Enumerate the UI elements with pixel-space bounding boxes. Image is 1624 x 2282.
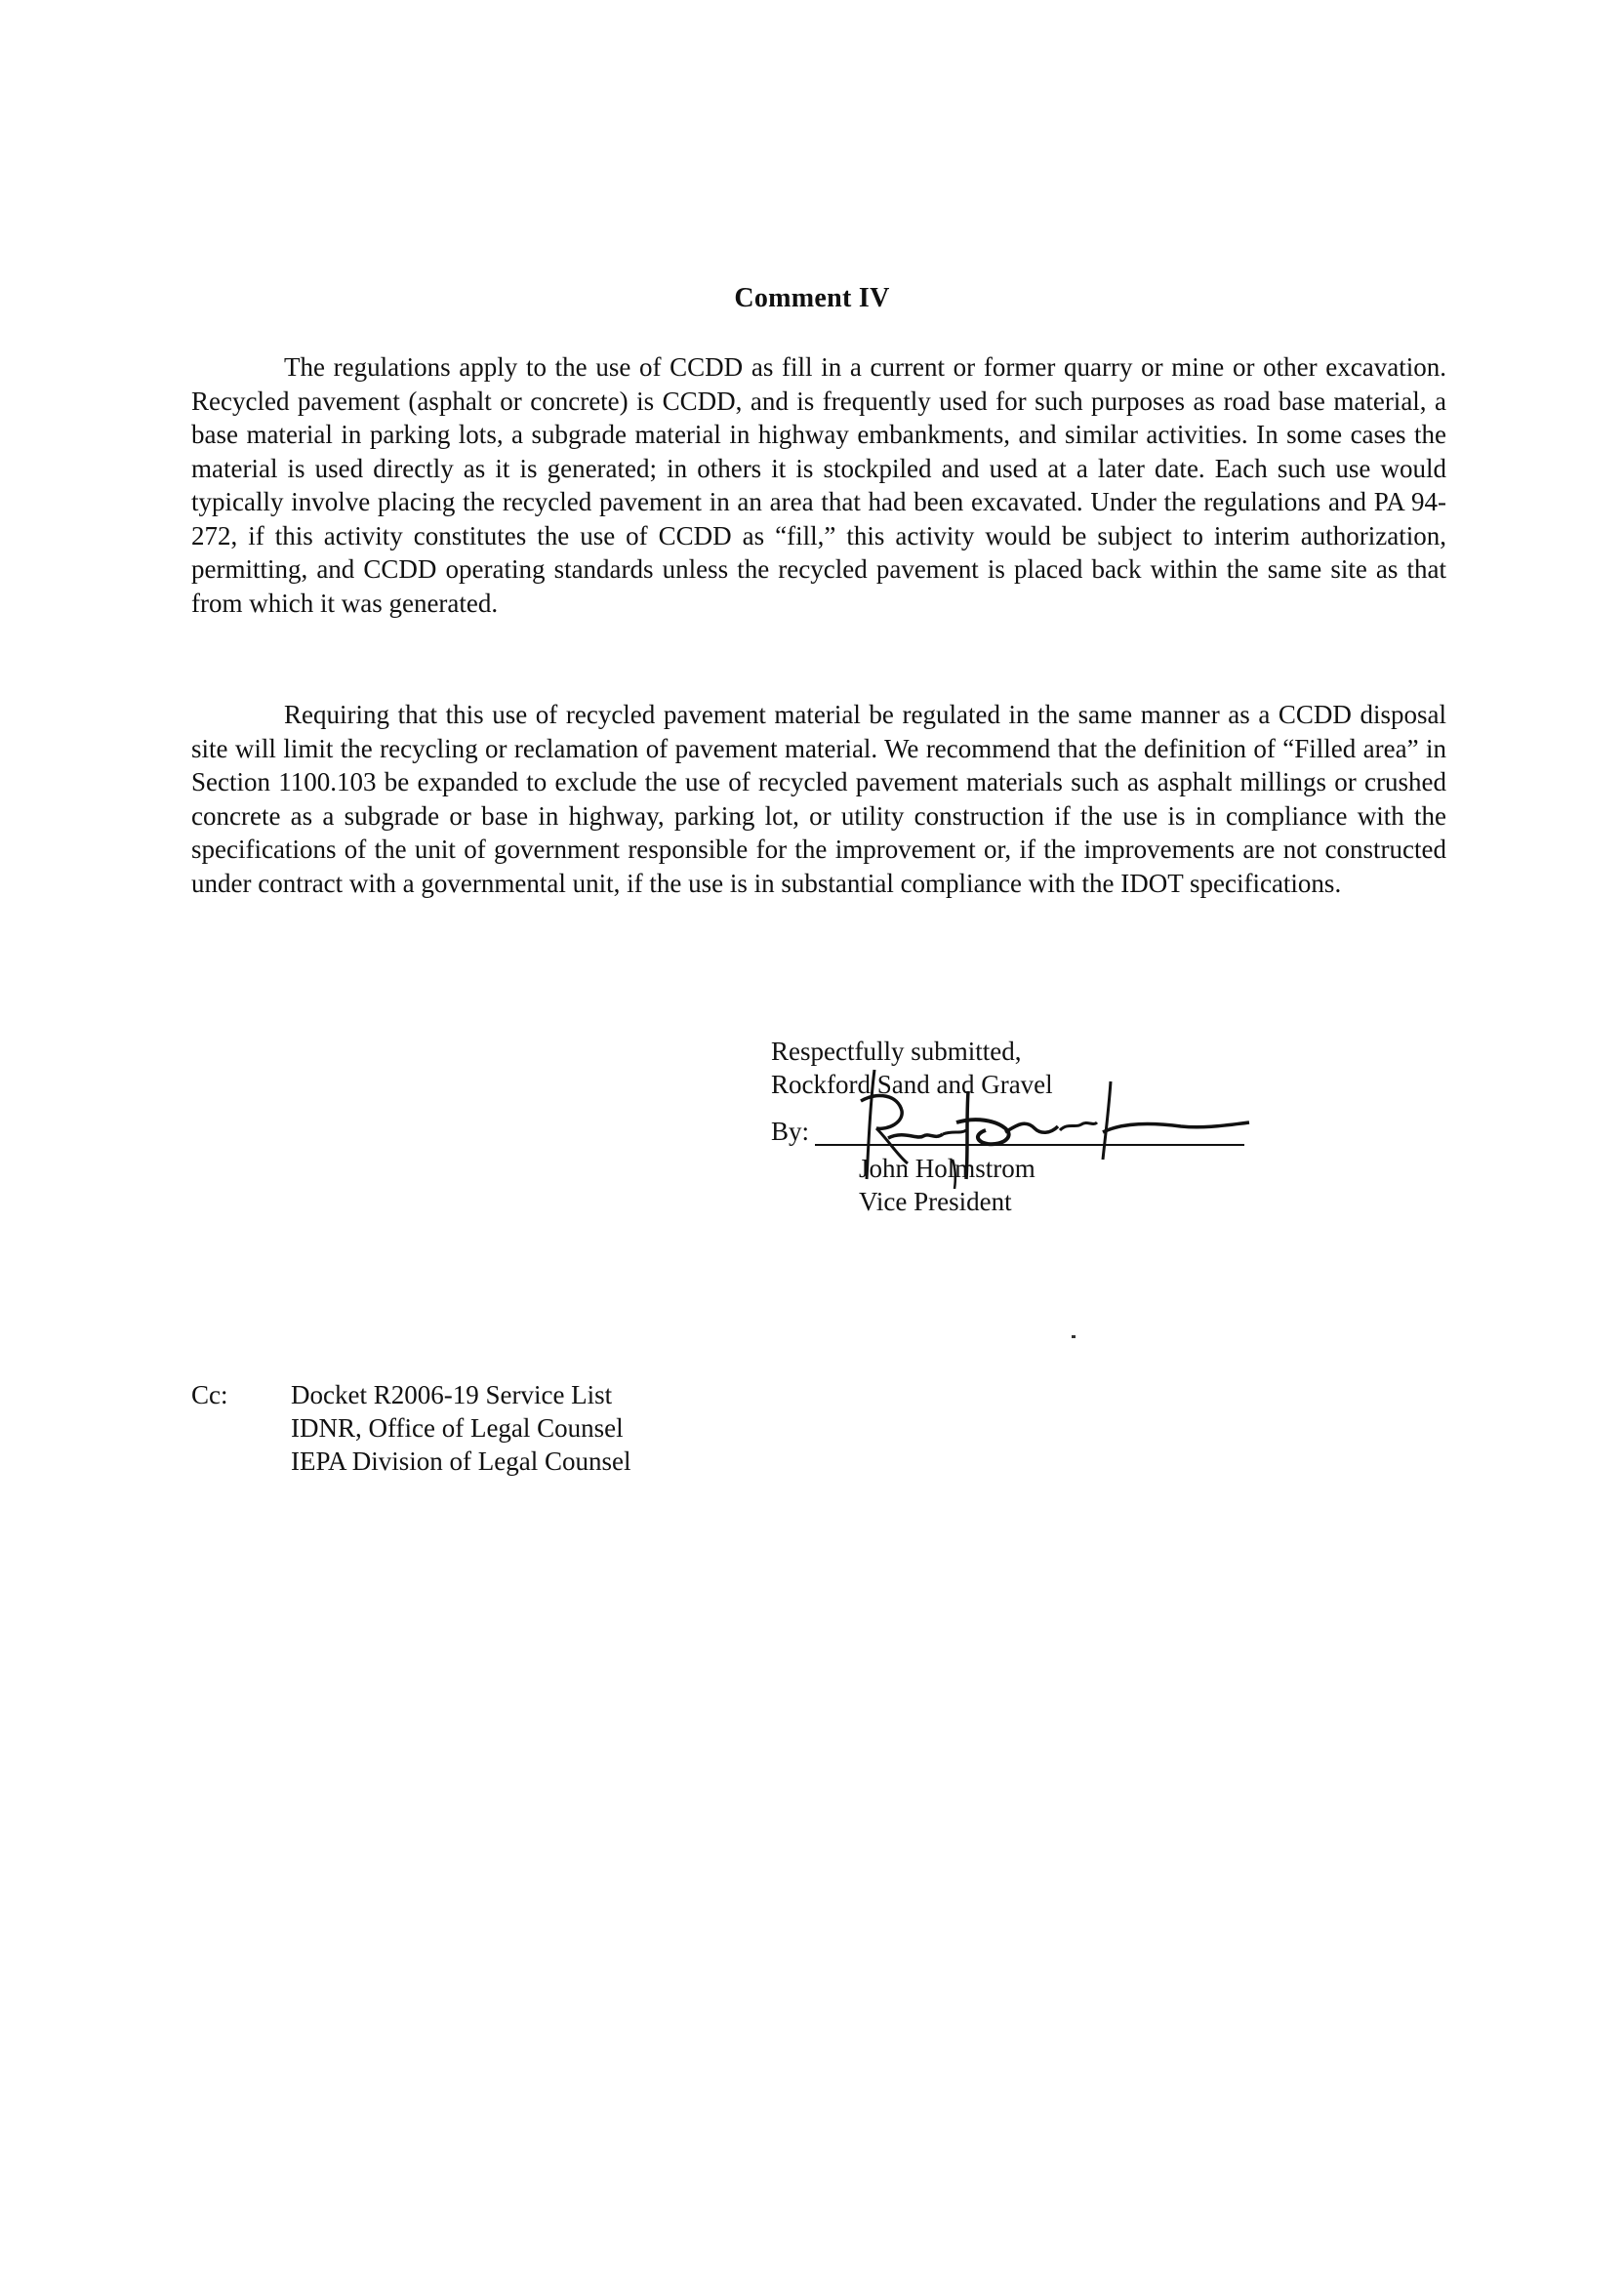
cc-recipient-list (291, 1378, 631, 1478)
paragraph-2: Requiring that this use of recycled pavement material be regulated in the same manner as a CCDD disposal site will limit the recycling or reclamation of pavement material. We recommend that the definition of “Filled area” in Section 1100.103 be expanded to exclude the use of recycled pavement materials such as asphalt millings or crushed concrete as a subgrade or base in highway, parking lot, or utility construction if the use is in compliance with the specifications of the unit of government responsible for the improvement or, if the improvements are not constructed under contract with a governmental unit, if the use is in substantial compliance with the IDOT specifications. (191, 700, 1446, 898)
signature-block (771, 1035, 1279, 1218)
closing-text: Respectfully submitted, (771, 1037, 1022, 1066)
signature-line-row (771, 1101, 1279, 1152)
handwritten-signature (859, 1062, 1269, 1199)
signer-title: Vice President (859, 1187, 1012, 1216)
document-title: Comment IV (734, 283, 890, 313)
signer-name: John Holmstrom (859, 1154, 1035, 1183)
by-label: By: (771, 1117, 810, 1146)
paragraph-1: The regulations apply to the use of CCDD as fill in a current or former quarry or mine or other excavation. Recycled pavement (asphalt or concrete) is CCDD, and is frequently used for such purposes as road base material, a base material in parking lots, a subgrade material in highway embankments, and similar activities. In some cases the material is used directly as it is generated; in others it is stockpiled and used at a later date. Each such use would typically involve placing the recycled pavement in an area that had been excavated. Under the regulations and PA 94-272, if this activity constitutes the use of CCDD as “fill,” this activity would be subject to interim authorization, permitting, and CCDD operating standards unless the recycled pavement is placed back within the same site as that from which it was generated. (191, 352, 1446, 618)
scan-speck (1072, 1335, 1076, 1338)
company-name: Rockford Sand and Gravel (771, 1070, 1053, 1099)
cc-recipient: IEPA Division of Legal Counsel (291, 1447, 631, 1476)
cc-recipient: Docket R2006-19 Service List (291, 1380, 613, 1409)
cc-recipient: IDNR, Office of Legal Counsel (291, 1413, 624, 1443)
cc-label: Cc: (191, 1380, 228, 1409)
